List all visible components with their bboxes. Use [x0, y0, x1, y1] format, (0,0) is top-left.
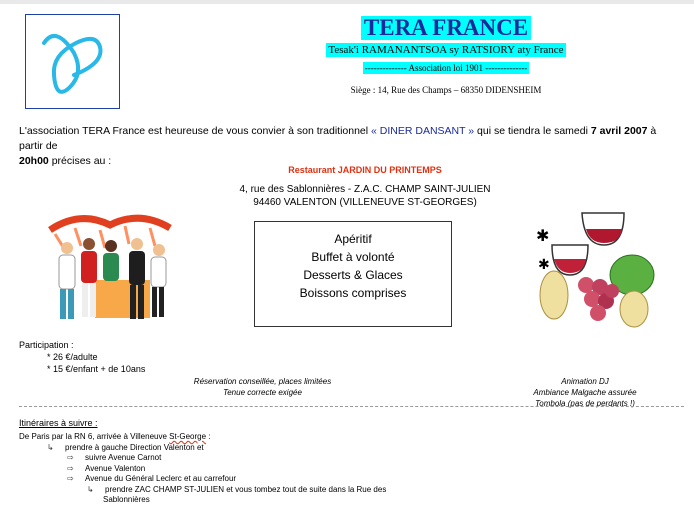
step-text: prendre à gauche Direction Valenton et: [65, 442, 204, 452]
intro-text: à partir de: [19, 125, 657, 152]
step-text: Avenue du Général Leclerc et au carrefour: [85, 474, 237, 483]
event-name: « DINER DANSANT »: [371, 125, 475, 137]
venue-address-line2: 94460 VALENTON (VILLENEUVE ST-GEORGES): [253, 197, 477, 208]
event-time: 20h00: [19, 155, 49, 167]
animation-line: Ambiance Malgache assurée: [533, 388, 637, 397]
event-date: 7 avril 2007: [590, 125, 648, 137]
svg-text:✱: ✱: [536, 226, 550, 245]
itinerary-title: Itinéraires à suivre :: [19, 418, 98, 428]
itinerary-step: [19, 485, 386, 496]
siege-address: Siège : 14, Rue des Champs – 68350 DIDENSHEIM: [350, 85, 542, 95]
intro-text: précises au :: [48, 155, 112, 167]
participation-label: Participation :: [19, 340, 74, 350]
right-arrow-icon: ⇨: [67, 474, 74, 483]
org-subtitle: Tesak'i RAMANANTSOA sy RATSIORY aty France: [328, 44, 564, 56]
intro-text: L'association TERA France est heureuse de vous convier à son traditionnel: [19, 125, 372, 137]
turn-arrow-icon: ↳: [47, 442, 54, 452]
intro-text: qui se tiendra le samedi: [474, 125, 591, 137]
step-text: prendre ZAC CHAMP ST-JULIEN et vous tombez tout de suite dans la Rue des: [105, 484, 387, 494]
itinerary-step: [19, 443, 386, 454]
org-title: TERA FRANCE: [361, 16, 531, 40]
menu-item: Boissons comprises: [299, 286, 407, 300]
menu-box: [254, 221, 452, 327]
turn-arrow-icon: ↳: [87, 484, 94, 494]
header: [290, 16, 602, 76]
party-illustration: [45, 210, 175, 330]
right-arrow-icon: ⇨: [67, 463, 74, 473]
divider: [19, 406, 684, 407]
itinerary-intro-text: De Paris par la RN 6, arrivée à Villeneuve: [19, 432, 170, 441]
logo-icon: [26, 15, 119, 108]
itinerary: [19, 432, 386, 506]
venue: [200, 165, 530, 209]
step-text: Avenue Valenton: [85, 463, 146, 473]
price-child: * 15 €/enfant + de 10ans: [47, 364, 146, 374]
dresscode-line: Tenue correcte exigée: [223, 388, 302, 397]
animation-notes: [500, 376, 670, 409]
wine-illustration: [534, 205, 664, 333]
venue-address-line1: 4, rue des Sablonnières - Z.A.C. CHAMP SAINT-JULIEN: [239, 184, 491, 195]
association-line: -------------- Association loi 1901 --------------: [364, 63, 528, 73]
itinerary-intro-town: St-George: [169, 432, 207, 441]
menu-item: Desserts & Glaces: [303, 268, 403, 282]
step-text: suivre Avenue Carnot: [85, 453, 162, 462]
itinerary-step: [19, 464, 386, 475]
itinerary-step: [19, 474, 386, 485]
right-arrow-icon: ⇨: [67, 453, 74, 462]
reservation-notes: [150, 376, 375, 398]
step-text: Sablonnières: [103, 495, 150, 504]
itinerary-intro: [19, 432, 386, 443]
menu-item: Buffet à volonté: [311, 250, 395, 264]
venue-name: Restaurant JARDIN DU PRINTEMPS: [288, 165, 442, 175]
reservation-line: Réservation conseillée, places limitées: [193, 377, 332, 386]
price-adult: * 26 €/adulte: [47, 352, 98, 362]
top-bar: [0, 0, 694, 4]
itinerary-step: [19, 453, 386, 464]
itinerary-intro-text: :: [206, 432, 211, 441]
logo: [25, 14, 120, 109]
participation: [19, 339, 145, 375]
intro-paragraph: [19, 124, 679, 169]
svg-text:✱: ✱: [538, 257, 550, 273]
menu-item: Apéritif: [334, 232, 372, 246]
animation-line: Tombola (pas de perdants !): [535, 399, 635, 408]
animation-line: Animation DJ: [561, 377, 609, 386]
itinerary-step: [19, 495, 386, 506]
